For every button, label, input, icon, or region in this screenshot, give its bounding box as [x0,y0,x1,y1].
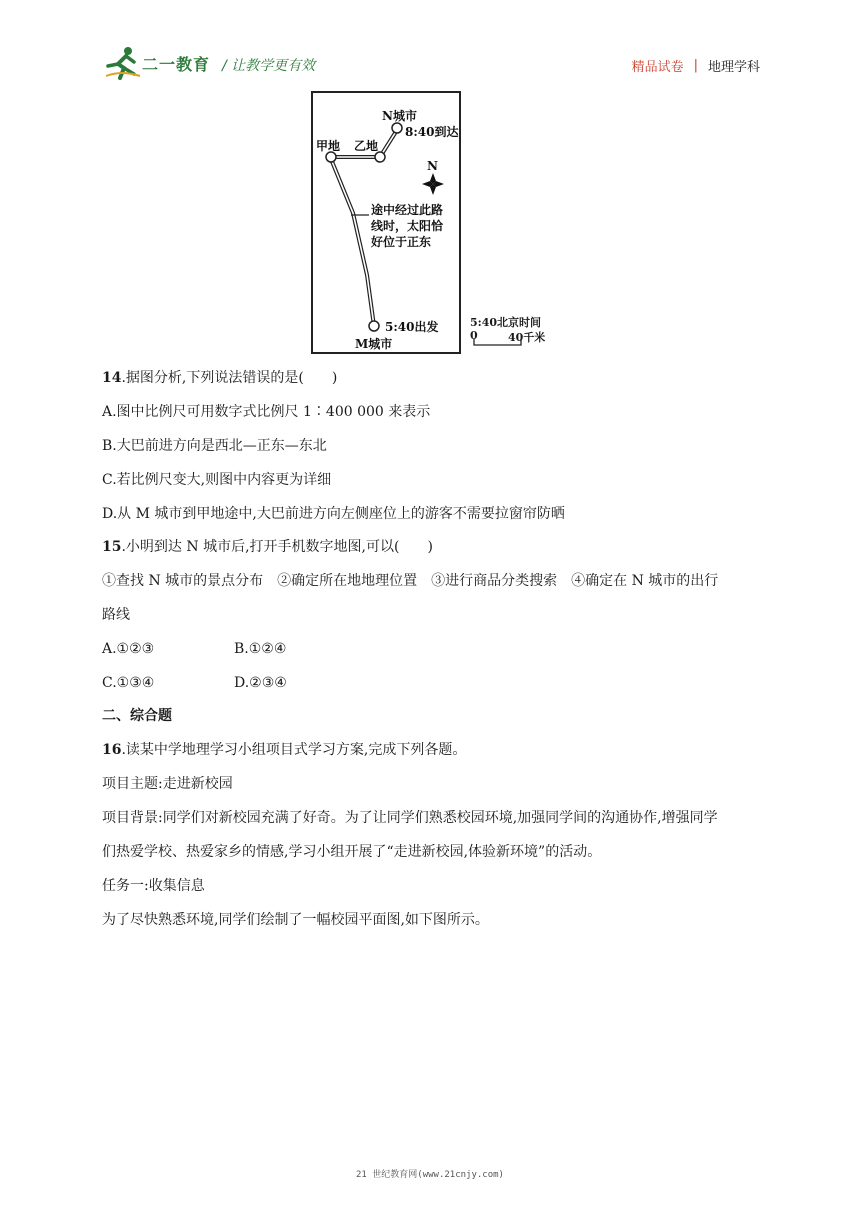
project-background-line2: 们热爱学校、热爱家乡的情感,学习小组开展了“走进新校园,体验新环境”的活动。 [102,844,602,860]
question-15-option-a: A.①②③ [102,641,155,657]
page-header [0,0,860,92]
question-15-option-d: D.②③④ [234,675,287,691]
route-note-line2: 线时，太阳恰 [371,219,444,233]
slogan: / 让教学更有效 [222,58,316,74]
route-note-line1: 途中经过此路 [371,203,444,217]
depart-time-label: 5:40出发 [385,320,439,334]
arrive-time-label: 8:40到达 [405,125,459,139]
north-arrow-icon [422,173,444,195]
scale-zero-label: 0 [470,329,478,342]
header-tags [632,56,760,75]
north-label: N [427,159,438,173]
scale-time-label: 5:40北京时间 [470,316,542,329]
question-15-items-continued: 路线 [102,607,130,623]
section-heading: 二、综合题 [102,708,172,724]
question-16-number: 16 [102,742,122,758]
question-14-number: 14 [102,370,122,386]
question-15-number: 15 [102,539,122,555]
question-14-option-b: B.大巴前进方向是西北—正东—东北 [102,438,327,454]
question-15-stem [102,537,433,557]
project-topic: 项目主题:走进新校园 [102,776,233,792]
question-16-text: .读某中学地理学习小组项目式学习方案,完成下列各题。 [121,742,467,758]
n-city-label: N城市 [382,109,417,123]
page-footer: 21 世纪教育网(www.21cnjy.com) [356,1170,504,1180]
question-15-option-c: C.①③④ [102,675,155,691]
task-one-heading: 任务一:收集信息 [102,878,205,894]
question-15-option-b: B.①②④ [234,641,287,657]
question-15-items: ①查找 N 城市的景点分布 ②确定所在地地理位置 ③进行商品分类搜索 ④确定在 N 城市的出行 [102,573,719,589]
m-city-marker [369,321,379,331]
project-background-line1: 项目背景:同学们对新校园充满了好奇。为了让同学们熟悉校园环境,加强同学间的沟通协作,增强同学 [102,810,718,826]
jia-di-label: 甲地 [316,139,341,153]
task-one-description: 为了尽快熟悉环境,同学们绘制了一幅校园平面图,如下图所示。 [102,912,489,928]
question-14-option-d: D.从 M 城市到甲地途中,大巴前进方向左侧座位上的游客不需要拉窗帘防晒 [102,506,565,522]
route-note-line3: 好位于正东 [371,235,432,249]
question-14-option-c: C.若比例尺变大,则图中内容更为详细 [102,472,332,488]
m-city-label: M城市 [355,337,393,351]
route-map [311,91,461,354]
runner-logo-icon [104,46,142,80]
n-city-marker [392,123,402,133]
question-16-stem [102,740,466,760]
question-15-text: .小明到达 N 城市后,打开手机数字地图,可以( ) [121,539,433,555]
logo-text: 二一教育 [142,55,211,74]
tag-separator: | [693,58,698,73]
tag-premium: 精品试卷 [631,60,684,75]
question-14-option-a: A.图中比例尺可用数字式比例尺 1∶400 000 来表示 [102,404,431,420]
question-14-stem [102,368,337,388]
question-14-text: .据图分析,下列说法错误的是( ) [121,370,338,386]
tag-subject: 地理学科 [707,60,760,75]
yi-di-label: 乙地 [354,139,379,153]
scale-distance-label: 40千米 [508,331,546,344]
